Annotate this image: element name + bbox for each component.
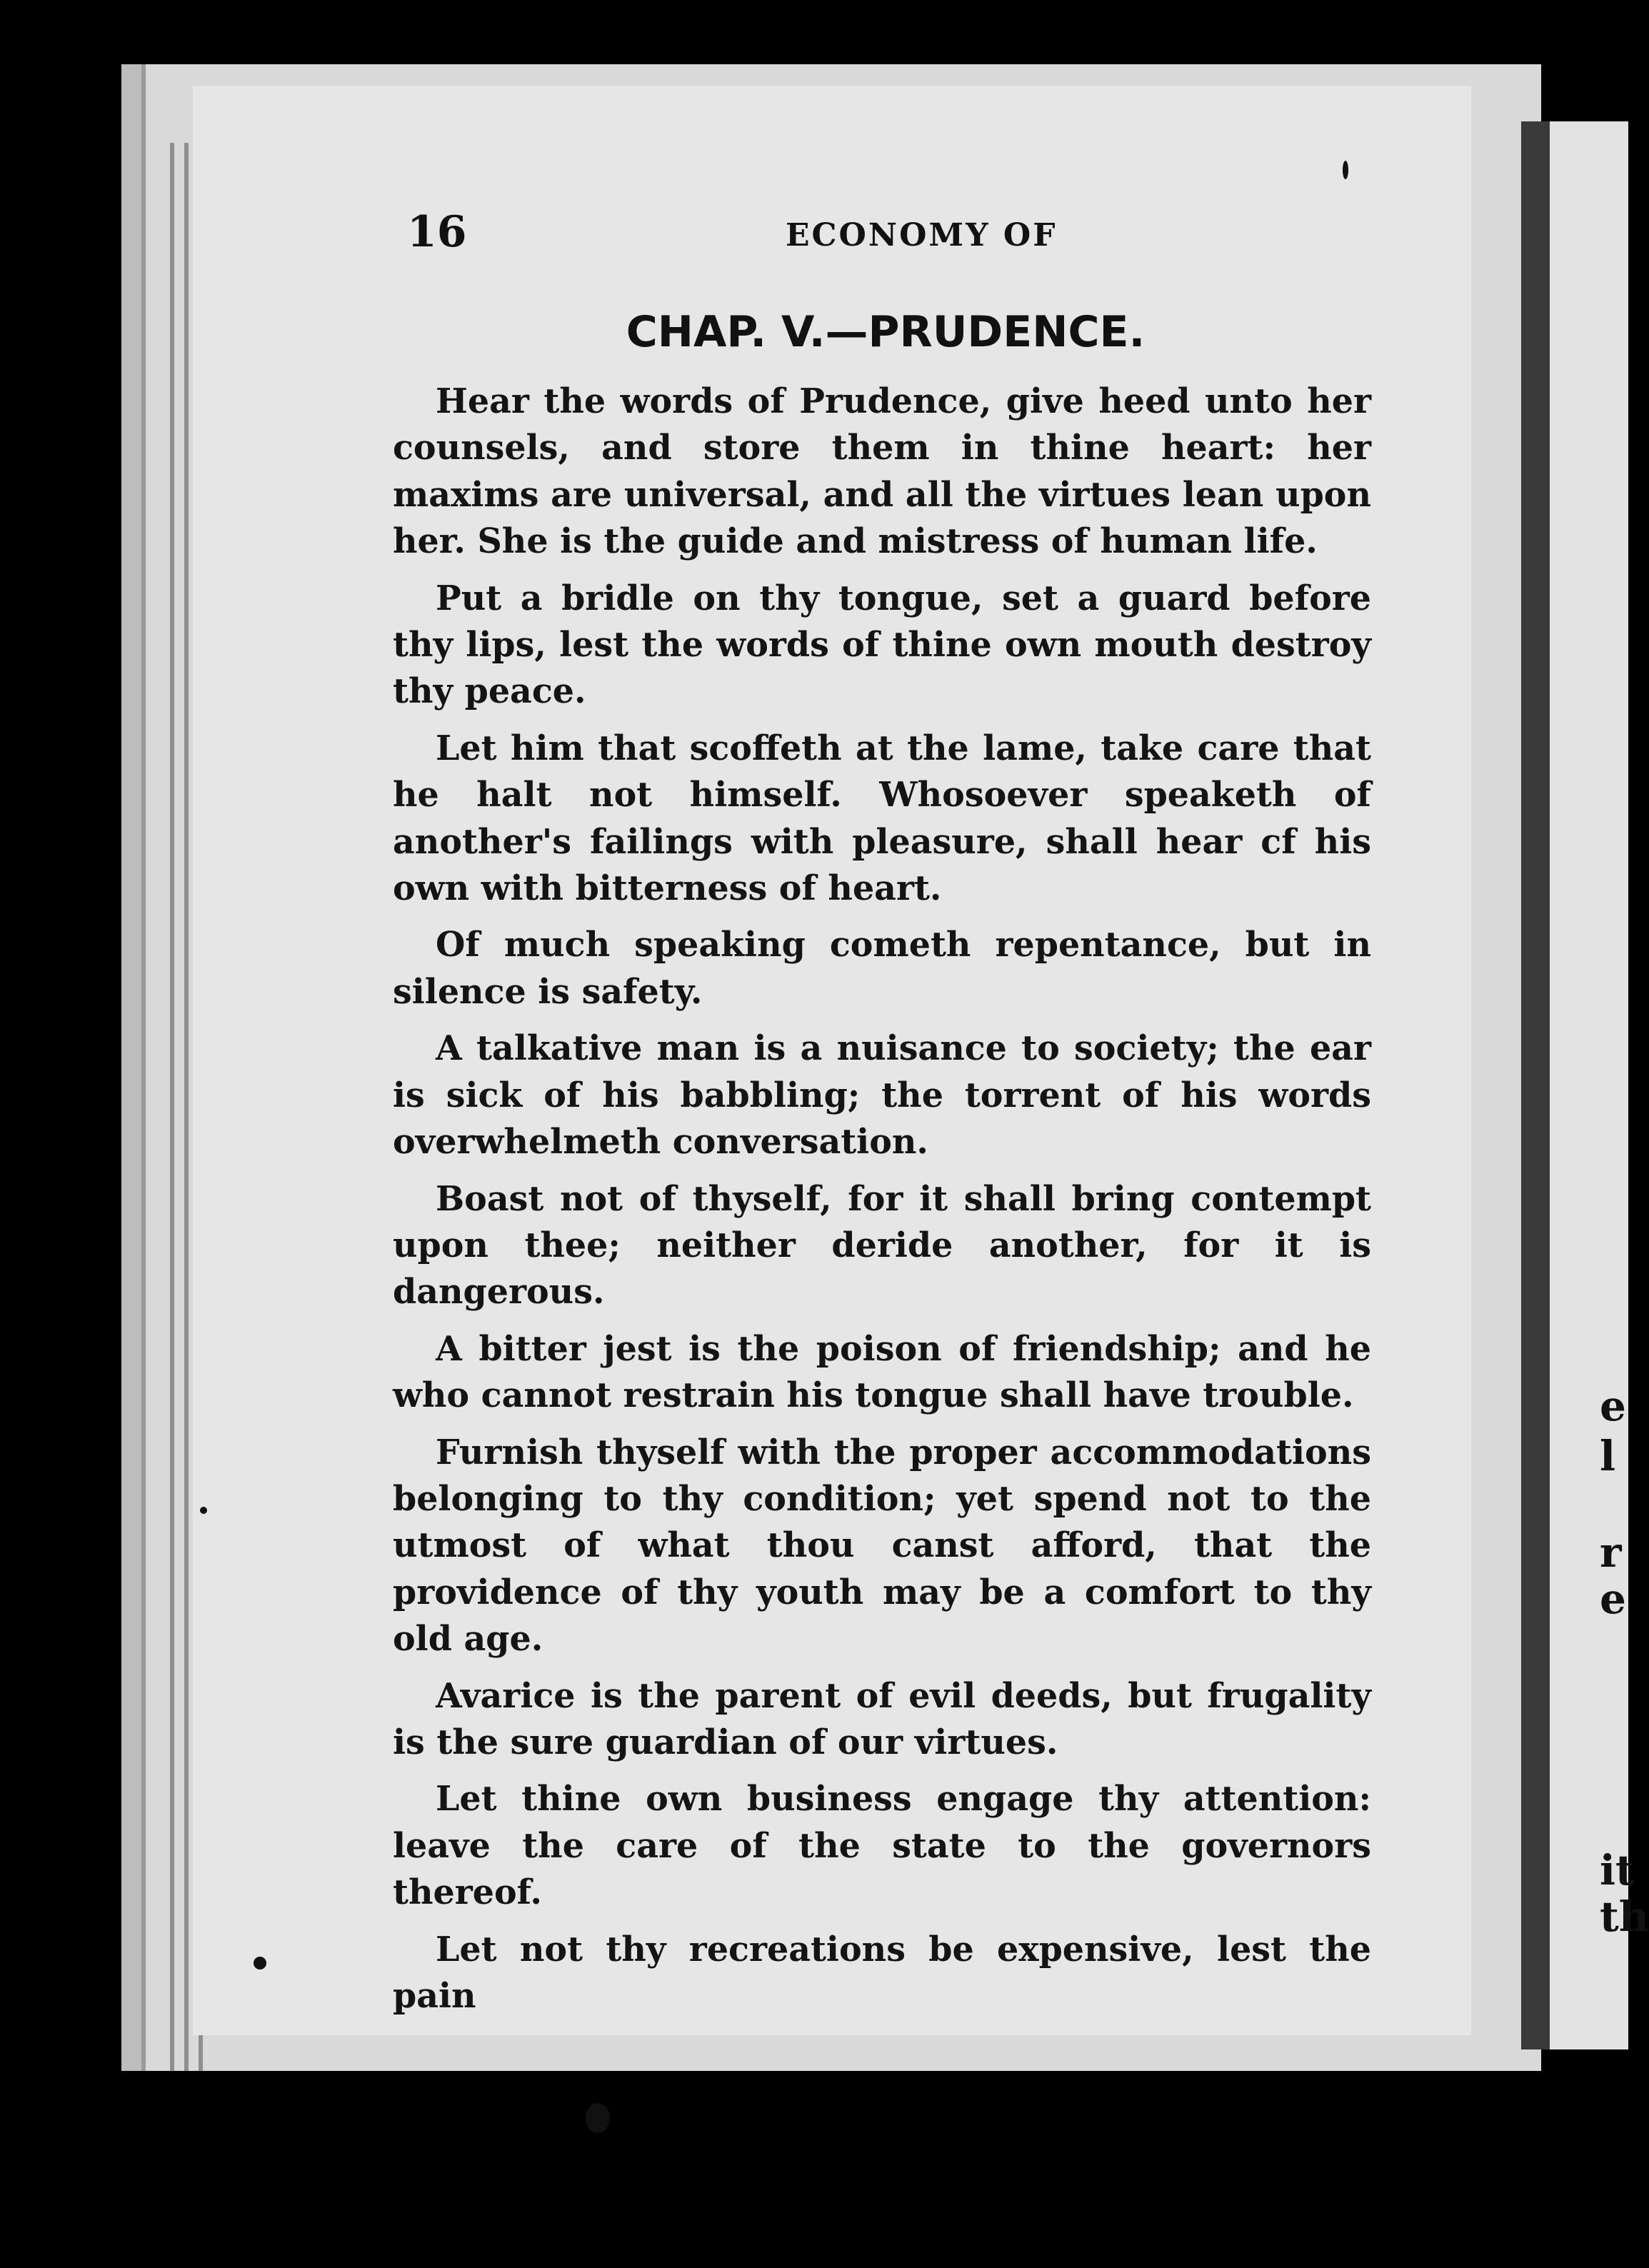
body-text bbox=[393, 378, 1371, 2029]
facing-page-fragment: e bbox=[1600, 1575, 1626, 1623]
facing-page bbox=[1550, 121, 1628, 2049]
facing-page-fragment: r bbox=[1600, 1528, 1622, 1577]
facing-page-fragment: th bbox=[1600, 1892, 1649, 1941]
paragraph: A talkative man is a nuisance to society; the ear is sick of his babbling; the torrent of his words overwhelmeth conversation. bbox=[393, 1028, 1371, 1163]
paragraph: Put a bridle on thy tongue, set a guard before thy lips, lest the words of thine own mouth destroy thy peace. bbox=[393, 578, 1371, 712]
ink-speck bbox=[254, 1957, 266, 1970]
facing-page-fragment: l bbox=[1600, 1432, 1616, 1480]
paragraph: Boast not of thyself, for it shall bring contempt upon thee; neither deride another, for it is dangerous. bbox=[393, 1178, 1371, 1313]
paragraph: Let not thy recreations be expensive, lest the pain bbox=[393, 1929, 1371, 2016]
page-edge bbox=[170, 143, 174, 2071]
paragraph: Furnish thyself with the proper accommodations belonging to thy condition; yet spend not to the utmost of what thou canst afford, that the providence of thy youth may be a comfort to thy old age. bbox=[393, 1432, 1371, 1660]
ink-speck bbox=[586, 2103, 610, 2133]
paragraph: Avarice is the parent of evil deeds, but frugality is the sure guardian of our virtues. bbox=[393, 1675, 1371, 1762]
paragraph: Let thine own business engage thy attention: leave the care of the state to the governors thereof. bbox=[393, 1779, 1371, 1913]
facing-page-fragment: e bbox=[1600, 1382, 1626, 1430]
page-number: 16 bbox=[407, 207, 467, 257]
page-edge bbox=[184, 143, 189, 2071]
chapter-title: CHAP. V.—PRUDENCE. bbox=[626, 307, 1146, 357]
paragraph: Hear the words of Prudence, give heed unto her counsels, and store them in thine heart: her maxims are universal, and all the virtues lean upon her. She is the guide and mistress of human life. bbox=[393, 381, 1371, 562]
paragraph: A bitter jest is the poison of friendship; and he who cannot restrain his tongue shall have trouble. bbox=[393, 1328, 1371, 1416]
facing-page-fragment: it bbox=[1600, 1846, 1635, 1895]
ink-speck bbox=[200, 1507, 207, 1514]
running-head: ECONOMY OF bbox=[786, 217, 1058, 254]
book-gutter bbox=[1521, 121, 1550, 2049]
paragraph: Let him that scoffeth at the lame, take care that he halt not himself. Whosoever speaketh of another's failings with pleasure, shall hear cf his own with bitterness of heart. bbox=[393, 728, 1371, 909]
paragraph: Of much speaking cometh repentance, but in silence is safety. bbox=[393, 925, 1371, 1012]
ink-speck bbox=[1343, 161, 1348, 179]
page-header bbox=[407, 207, 1407, 264]
